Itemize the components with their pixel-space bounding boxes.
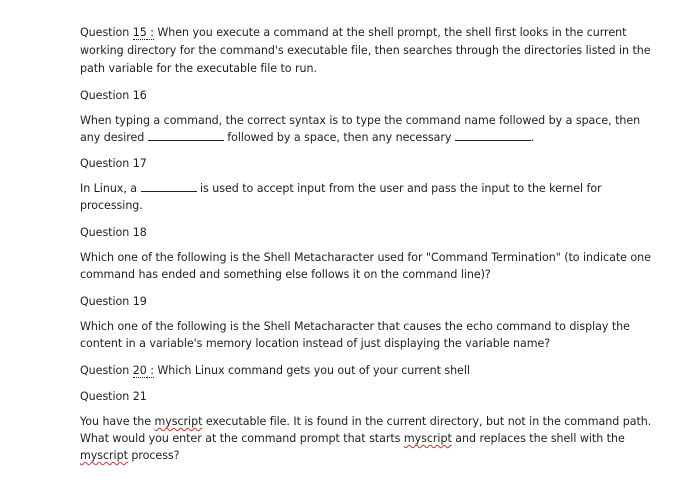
q16-blank-1 [148,131,224,141]
q17-heading: Question 17 [80,157,147,170]
q21-word-myscript-2: myscript [403,432,452,445]
q15-text-1: When you execute a command at the shell prompt, the shell first looks in the current [153,26,627,39]
q20-separator: : [146,364,154,377]
q16-line-2 [80,131,534,145]
q21-text-2b: and replaces the shell with the [451,432,625,445]
q21-text-1b: executable file. It is found in the current directory, but not in the command path. [202,415,652,428]
q19-heading: Question 19 [80,295,147,308]
q15-line-3: path variable for the executable file to run. [80,62,317,75]
q17-blank [141,182,197,192]
q21-line-1 [80,415,651,429]
q21-word-myscript-3: myscript [80,449,128,462]
q17-line-2: processing. [80,199,143,212]
q19-line-1: Which one of the following is the Shell Metacharacter that causes the echo command to display the [80,320,630,333]
q19-line-2: content in a variable's memory location instead of just displaying the variable name? [80,337,551,350]
q21-text-3b: process? [127,449,180,462]
q21-heading: Question 21 [80,390,147,403]
q16-heading: Question 16 [80,89,147,102]
q18-line-2: command has ended and something else follows it on the command line)? [80,268,491,281]
q16-blank-2 [455,131,531,141]
q17-text-b: is used to accept input from the user and pass the input to the kernel for [200,182,602,195]
q21-text-1a: You have the [80,415,155,428]
q20-text: Which Linux command gets you out of your current shell [153,364,470,377]
q21-line-2 [80,432,625,446]
q16-text-c: . [530,131,535,144]
q18-heading: Question 18 [80,226,147,239]
q21-line-3 [80,449,180,463]
q20-label: Question [80,364,133,377]
q18-line-1: Which one of the following is the Shell Metacharacter used for "Command Termination" (to indicate one [80,251,651,264]
q17-line-1 [80,182,602,196]
q15-line-1 [80,26,626,40]
q20-number: 20 [132,364,147,377]
q15-label: Question [80,26,133,39]
q15-separator: : [146,26,154,39]
q17-text-a: In Linux, a [80,182,138,195]
q21-word-myscript-1: myscript [154,415,203,428]
q21-text-2a: What would you enter at the command prompt that starts [80,432,404,445]
q16-text-b: followed by a space, then any necessary [227,131,452,144]
q20-line [80,364,470,378]
q15-line-2: working directory for the command's executable file, then searches through the directories listed in the [80,44,651,57]
q15-number: 15 [132,26,147,39]
q16-line-1: When typing a command, the correct syntax is to type the command name followed by a space, then [80,114,641,127]
q16-text-a: any desired [80,131,145,144]
